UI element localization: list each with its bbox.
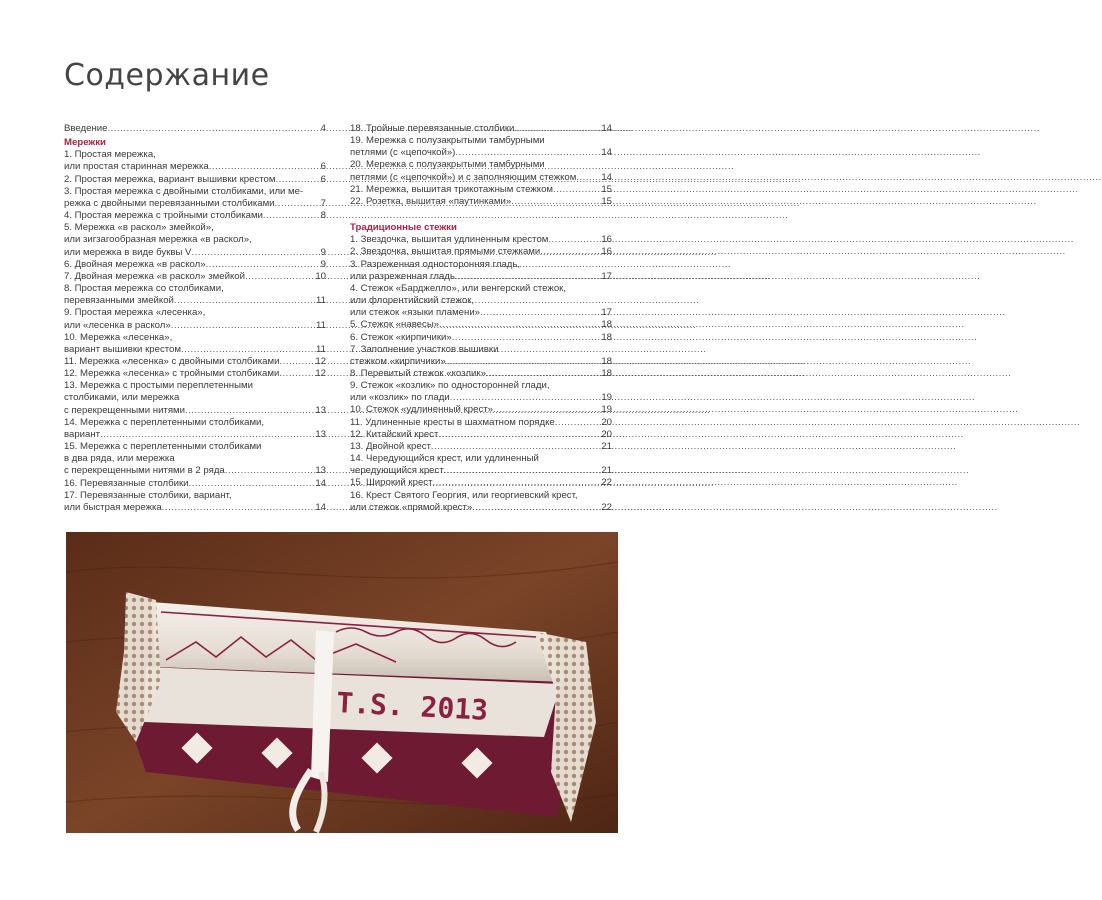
toc-entry-line: или зигзагообразная мережка «в раскол», <box>64 234 252 246</box>
toc-page-number: 17 <box>601 270 612 282</box>
toc-entry-text: или «лесенка в раскол» <box>64 319 171 331</box>
dot-leader <box>472 502 600 514</box>
toc-page-number: 21 <box>601 465 612 477</box>
toc-entry-text: 12. Китайский крест <box>350 428 439 440</box>
toc-entry[interactable] <box>350 246 612 258</box>
toc-entry-line: 13. Мережка с простыми переплетенными <box>64 380 253 392</box>
toc-entry-text: перевязанными змейкой <box>64 295 174 307</box>
toc-entry-line: 3. Разреженная односторонняя гладь, <box>350 258 521 270</box>
toc-entry-text: 16. Перевязанные столбики <box>64 477 189 489</box>
toc-column-right <box>350 123 612 514</box>
toc-page-number: 4 <box>320 123 326 134</box>
toc-page-number: 18 <box>601 319 612 331</box>
toc-page-number: 19 <box>601 392 612 404</box>
toc-entry-line: 14. Чередующийся крест, или удлиненный <box>350 453 539 465</box>
toc-entry[interactable] <box>350 368 612 380</box>
toc-page-number: 15 <box>601 183 612 195</box>
toc-page-number: 7 <box>320 197 326 209</box>
dot-leader <box>206 259 320 271</box>
toc-entry[interactable] <box>350 441 612 453</box>
toc-entry[interactable] <box>64 417 326 441</box>
toc-entry-text: вариант вышивки крестом <box>64 343 181 355</box>
toc-entry[interactable] <box>350 259 612 283</box>
toc-entry-line: 14. Мережка с переплетенными столбиками, <box>64 416 265 428</box>
toc-page-number: 13 <box>315 428 326 440</box>
embroidery-photo <box>66 532 618 833</box>
toc-entry-text: или быстрая мережка <box>64 501 162 513</box>
toc-entry-text: 2. Простая мережка, вариант вышивки крестом <box>64 173 276 185</box>
toc-page-number: 22 <box>601 477 612 489</box>
dot-leader <box>263 210 320 222</box>
toc-entry-text: петлями (с «цепочкой») <box>350 147 456 159</box>
toc-entry-line: в два ряда, или мережка <box>64 453 175 465</box>
toc-entry-text: чередующийся крест <box>350 465 444 477</box>
dot-leader <box>439 319 600 331</box>
toc-entry-text: петлями (с «цепочкой») и с заполняющим стежком <box>350 171 577 183</box>
toc-entry[interactable] <box>64 490 326 514</box>
dot-leader <box>446 356 601 368</box>
dot-leader <box>275 174 319 186</box>
toc-entry[interactable] <box>350 417 612 429</box>
dot-leader <box>225 465 315 477</box>
toc-entry-text: с перекрещенными нитями <box>64 404 185 416</box>
toc-entry-line: 3. Простая мережка с двойными столбиками, или ме- <box>64 185 304 197</box>
toc-entry[interactable] <box>64 123 326 135</box>
dot-leader <box>431 441 600 453</box>
dot-leader <box>553 184 600 196</box>
dot-leader <box>444 465 601 477</box>
toc-entry[interactable] <box>350 429 612 441</box>
toc-page-number: 12 <box>315 368 326 380</box>
toc-entry-text: 4. Простая мережка с тройными столбиками <box>64 210 263 222</box>
toc-entry-text: 8. Перевитый стежок «козлик» <box>350 367 486 379</box>
toc-entry-line: 4. Стежок «Барджелло», или венгерский стежок, <box>350 282 567 294</box>
toc-entry[interactable] <box>350 283 612 319</box>
toc-entry-text: 22. Розетка, вышитая «паутинками» <box>350 195 512 207</box>
toc-page-number: 20 <box>601 416 612 428</box>
toc-entry[interactable] <box>350 159 612 183</box>
toc-entry-text: 1. Звездочка, вышитая удлиненным крестом <box>350 234 549 246</box>
toc-entry-text: 13. Двойной крест <box>350 440 431 452</box>
dot-leader <box>540 246 600 258</box>
toc-page-number: 17 <box>601 307 612 319</box>
toc-section-heading: Традиционные стежки <box>350 222 457 234</box>
toc-entry-line: 8. Простая мережка со столбиками, <box>64 283 224 295</box>
dot-leader <box>576 172 600 184</box>
toc-column-left <box>64 123 326 514</box>
toc-entry[interactable] <box>64 186 326 210</box>
dot-leader <box>438 429 600 441</box>
toc-entry[interactable] <box>64 478 326 490</box>
toc-entry-text: или стежок «языки пламени» <box>350 307 481 319</box>
dot-leader <box>455 147 600 159</box>
toc-entry-text: 5. Стежок «навесы» <box>350 319 440 331</box>
toc-page-number: 16 <box>601 234 612 246</box>
toc-entry[interactable] <box>64 441 326 477</box>
toc-entry-line: 7. Заполнение участков вышивки <box>350 343 499 355</box>
toc-page-number: 22 <box>601 501 612 513</box>
dot-leader <box>245 271 314 283</box>
toc-entry[interactable] <box>64 149 326 173</box>
page-title: Содержание <box>64 58 270 93</box>
toc-entry[interactable] <box>350 477 612 489</box>
toc-page-number: 11 <box>316 295 326 307</box>
toc-page-number: 11 <box>316 319 326 331</box>
toc-entry-line: 16. Крест Святого Георгия, или георгиевский крест, <box>350 489 578 501</box>
toc-page-number: 19 <box>601 404 612 416</box>
toc-entry-text: стежком «кирпичики» <box>350 355 446 367</box>
toc-entry-line: 9. Простая мережка «лесенка», <box>64 307 206 319</box>
toc-entry-text: вариант <box>64 428 101 440</box>
dot-leader <box>279 356 314 368</box>
toc-page-number: 14 <box>315 477 326 489</box>
embroidery-text: T.S. 2013 <box>335 686 489 727</box>
dot-leader <box>511 196 600 208</box>
toc-page-number: 6 <box>320 173 326 185</box>
toc-entry-text: 21. Мережка, вышитая трикотажным стежком <box>350 183 554 195</box>
toc-entry[interactable] <box>350 453 612 477</box>
toc-entry[interactable] <box>64 368 326 380</box>
toc-entry[interactable] <box>64 210 326 222</box>
dot-leader <box>452 332 601 344</box>
toc-entry[interactable] <box>350 404 612 416</box>
toc-entry[interactable] <box>64 259 326 271</box>
dot-leader <box>450 392 601 404</box>
toc-entry[interactable] <box>350 184 612 196</box>
toc-entry-text: или стежок «прямой крест» <box>350 501 473 513</box>
toc-entry-line: столбиками, или мережка <box>64 392 180 404</box>
toc-entry-text: или разреженная гладь <box>350 270 455 282</box>
toc-page-number: 18 <box>601 355 612 367</box>
toc-page-number: 6 <box>320 161 326 173</box>
toc-entry[interactable] <box>64 332 326 356</box>
toc-entry-line: 5. Мережка «в раскол» змейкой», <box>64 222 214 234</box>
toc-entry[interactable] <box>350 123 612 135</box>
dot-leader <box>432 477 600 489</box>
toc-entry-text: с перекрещенными нитями в 2 ряда <box>64 465 225 477</box>
toc-entry-text: 2. Звездочка, вышитая прямыми стежками <box>350 246 541 258</box>
toc-entry[interactable] <box>350 196 612 208</box>
toc-entry[interactable] <box>350 344 612 368</box>
dot-leader <box>486 368 600 380</box>
dot-leader <box>181 344 315 356</box>
toc-entry-text: 12. Мережка «лесенка» с тройными столбиками <box>64 368 280 380</box>
toc-page-number: 11 <box>316 343 326 355</box>
toc-page-number: 16 <box>601 246 612 258</box>
toc-entry-text: 7. Двойная мережка «в раскол» змейкой <box>64 270 245 282</box>
toc-entry[interactable] <box>350 490 612 514</box>
toc-page-number: 20 <box>601 428 612 440</box>
toc-page-number: 9 <box>320 246 326 258</box>
toc-entry-text: 10. Стежок «удлиненный крест» <box>350 404 493 416</box>
toc-page-number: 14 <box>601 123 612 134</box>
dot-leader <box>174 295 315 307</box>
toc-entry-line: 17. Перевязанные столбики, вариант, <box>64 489 232 501</box>
toc-page-number: 13 <box>315 465 326 477</box>
dot-leader <box>279 368 314 380</box>
toc-entry[interactable] <box>64 380 326 416</box>
toc-entry[interactable] <box>350 319 612 331</box>
toc-entry-line: 20. Мережка с полузакрытыми тамбурными <box>350 159 545 171</box>
dot-leader <box>493 404 600 416</box>
toc-entry[interactable] <box>350 380 612 404</box>
toc-entry[interactable] <box>350 135 612 159</box>
toc-entry-text: 18. Тройные перевязанные столбики <box>350 123 515 134</box>
dot-leader <box>162 502 315 514</box>
toc-entry[interactable] <box>64 222 326 258</box>
dot-leader <box>455 271 600 283</box>
toc-entry[interactable] <box>64 174 326 186</box>
toc-entry-line: или флорентийский стежок, <box>350 295 475 307</box>
toc-page-number: 12 <box>315 355 326 367</box>
toc-entry-text: 6. Стежок «кирпичики» <box>350 331 452 343</box>
toc-page-number: 10 <box>315 270 326 282</box>
toc-page-number: 14 <box>601 147 612 159</box>
toc-entry-line: 19. Мережка с полузакрытыми тамбурными <box>350 135 545 147</box>
toc-page-number: 8 <box>320 210 326 222</box>
toc-page-number: 18 <box>601 367 612 379</box>
dot-leader <box>548 234 600 246</box>
toc-entry[interactable] <box>64 307 326 331</box>
toc-page-number: 13 <box>315 404 326 416</box>
toc-entry-text: 11. Удлиненные кресты в шахматном порядке <box>350 416 555 428</box>
toc-page-number: 21 <box>601 440 612 452</box>
dot-leader <box>107 123 319 135</box>
toc-entry[interactable] <box>350 332 612 344</box>
toc-page-number: 15 <box>601 195 612 207</box>
toc-entry-line: 9. Стежок «козлик» по односторонней глади, <box>350 380 550 392</box>
dot-leader <box>189 478 315 490</box>
toc-entry-line: 15. Мережка с переплетенными столбиками <box>64 441 262 453</box>
dot-leader <box>514 123 600 135</box>
toc-entry-line: 1. Простая мережка, <box>64 149 156 161</box>
toc-entry-text: 15. Широкий крест <box>350 477 433 489</box>
dot-leader <box>555 417 601 429</box>
toc-entry-text: или простая старинная мережка <box>64 161 209 173</box>
toc-page-number: 9 <box>320 258 326 270</box>
toc-entry[interactable] <box>350 234 612 246</box>
toc-section-heading: Мережки <box>64 137 106 149</box>
toc-entry[interactable] <box>64 356 326 368</box>
toc-entry-line: 10. Мережка «лесенка», <box>64 331 173 343</box>
toc-page-number: 18 <box>601 331 612 343</box>
toc-entry-text: 11. Мережка «лесенка» с двойными столбиками <box>64 355 280 367</box>
toc-page-number: 14 <box>315 501 326 513</box>
toc-page-number: 14 <box>601 171 612 183</box>
dot-leader <box>275 198 320 210</box>
dot-leader <box>191 247 319 259</box>
dot-leader <box>171 320 315 332</box>
toc-entry-text: или мережка в виде буквы V <box>64 246 192 258</box>
toc-entry-text: 6. Двойная мережка «в раскол» <box>64 258 206 270</box>
dot-leader <box>209 161 320 173</box>
toc-entry[interactable] <box>64 283 326 307</box>
dot-leader <box>480 307 600 319</box>
toc-entry[interactable] <box>64 271 326 283</box>
toc-entry-text: режка с двойными перевязанными столбиками <box>64 197 275 209</box>
toc-entry-text: или «козлик» по глади <box>350 392 450 404</box>
dot-leader <box>100 429 314 441</box>
dot-leader <box>185 405 314 417</box>
toc-entry-text: Введение <box>64 123 108 134</box>
